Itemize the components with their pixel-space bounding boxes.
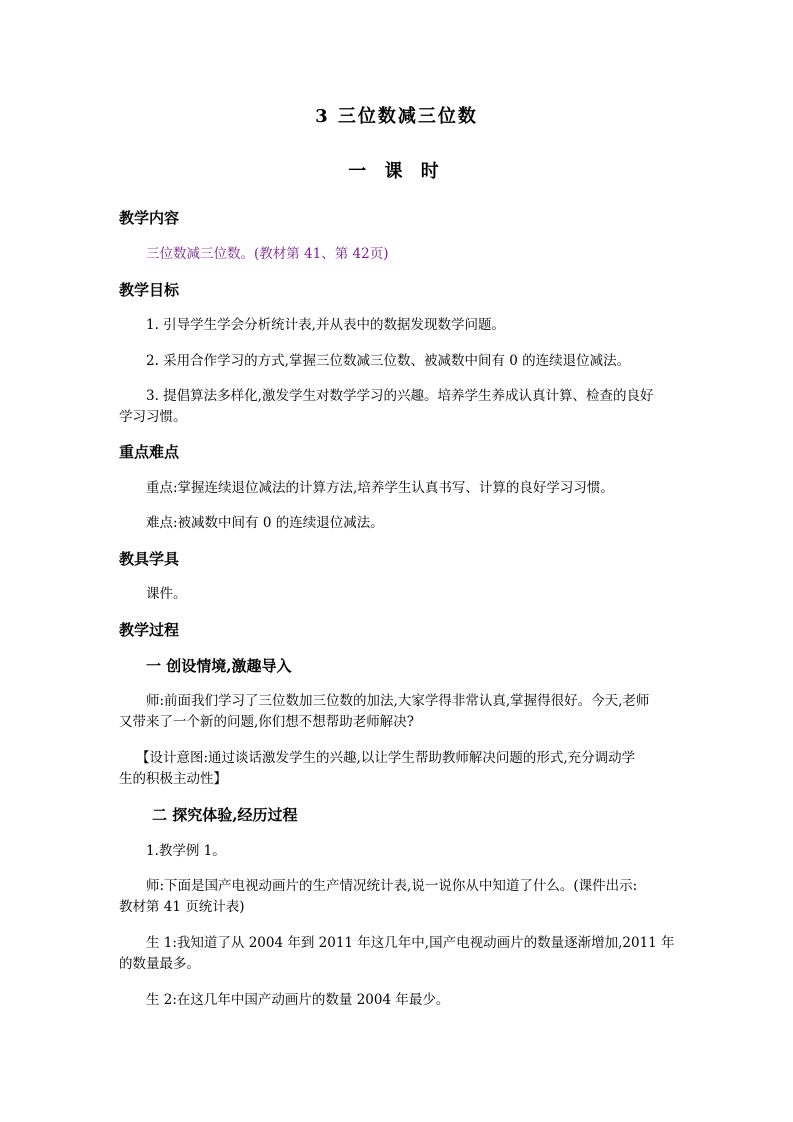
heading-key-difficult-points: 重点难点 xyxy=(119,443,180,461)
tools-text: 课件。 xyxy=(146,586,187,602)
lesson-title: 3 三位数减三位数 xyxy=(315,106,478,127)
key-point: 重点:掌握连续退位减法的计算方法,培养学生认真书写、计算的良好学习习惯。 xyxy=(146,480,614,496)
goal-3-line-1: 3. 提倡算法多样化,激发学生对数学学习的兴趣。培养学生养成认真计算、检查的良好 xyxy=(146,388,654,404)
student-2: 生 2:在这几年中国产动画片的数量 2004 年最少。 xyxy=(146,992,450,1008)
teacher-paragraph-line-1: 师:下面是国产电视动画片的生产情况统计表,说一说你从中知道了什么。(课件出示: xyxy=(146,878,638,894)
step-1-paragraph-1-line-2: 又带来了一个新的问题,你们想不想帮助老师解决? xyxy=(119,714,415,730)
lesson-subtitle: 一 课 时 xyxy=(348,161,445,182)
step-1-heading: 一 创设情境,激趣导入 xyxy=(146,657,292,675)
goal-3-line-2: 学习习惯。 xyxy=(119,409,187,425)
student-1-line-1: 生 1:我知道了从 2004 年到 2011 年这几年中,国产电视动画片的数量逐渐增加,2011 年 xyxy=(146,935,675,951)
heading-teaching-tools: 教具学具 xyxy=(119,550,180,568)
student-1-line-2: 的数量最多。 xyxy=(119,956,200,972)
difficult-point: 难点:被减数中间有 0 的连续退位减法。 xyxy=(146,515,384,531)
step-2-heading: 二 探究体验,经历过程 xyxy=(152,806,298,824)
teaching-content-text: 三位数减三位数。(教材第 41、第 42页) xyxy=(146,246,389,262)
step-1-paragraph-1-line-1: 师:前面我们学习了三位数加三位数的加法,大家学得非常认真,掌握得很好。今天,老师 xyxy=(146,693,650,709)
design-intent-line-2: 生的积极主动性】 xyxy=(119,771,227,787)
heading-teaching-process: 教学过程 xyxy=(119,621,180,639)
design-intent-line-1: 【设计意图:通过谈话激发学生的兴趣,以让学生帮助教师解决问题的形式,充分调动学 xyxy=(136,750,636,766)
teacher-paragraph-line-2: 教材第 41 页统计表) xyxy=(119,899,245,915)
heading-teaching-goals: 教学目标 xyxy=(119,281,180,299)
goal-1: 1. 引导学生学会分析统计表,并从表中的数据发现数学问题。 xyxy=(146,317,505,333)
goal-2: 2. 采用合作学习的方式,掌握三位数减三位数、被减数中间有 0 的连续退位减法。 xyxy=(146,353,631,369)
heading-teaching-content: 教学内容 xyxy=(119,209,180,227)
example-1: 1.教学例 1。 xyxy=(146,843,226,859)
